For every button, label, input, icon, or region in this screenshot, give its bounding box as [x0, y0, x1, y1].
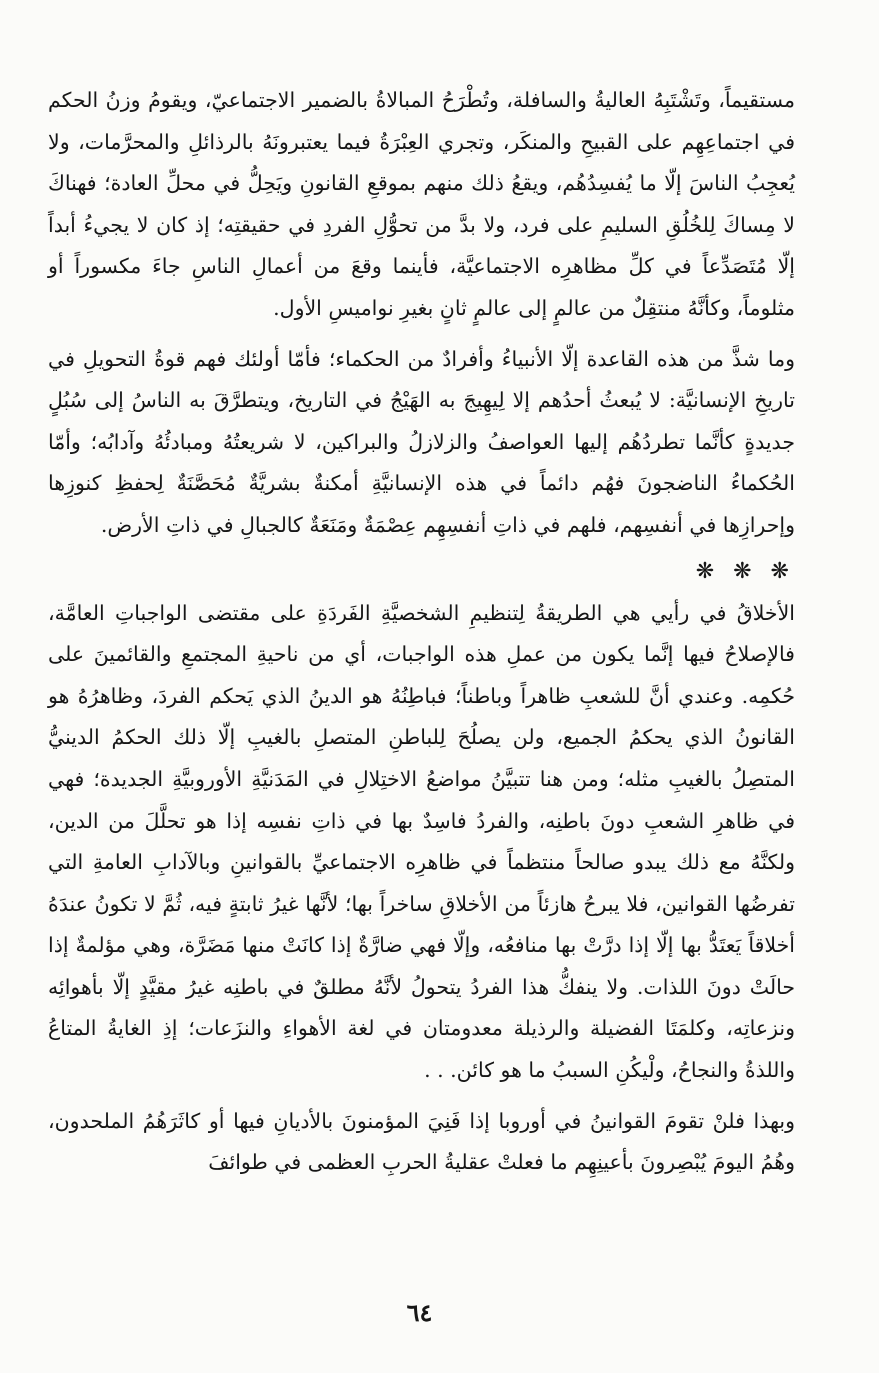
- section-separator: ❋ ❋ ❋: [695, 558, 795, 584]
- paragraph-4: وبهذا فلنْ تقومَ القوانينُ في أوروبا إذا فَنِيَ المؤمنونَ بالأديانِ فيها أو كاثَرَهُمُ الملحدون، وهُمُ اليومَ يُبْصِرونَ بأعينِهِم ما فعلتْ عقليةُ الحربِ العظمى في طوائفَ: [48, 1108, 795, 1175]
- paragraph-2: وما شذَّ من هذه القاعدة إلّا الأنبياءُ وأفرادٌ من الحكماء؛ فأمّا أولئك فهم قوةُ التحويلِ في تاريخِ الإنسانيَّة: لا يُبعثُ أحدُهم إلا لِيهِيجَ به الهَيْجُ في التاريخ، ويتطرَّقَ به الناسُ إلى سُبُلٍ جديدةٍ كأنَّما تطردُهُم إليها العواصفُ والزلازلُ والبراكين، لا شريعتُهُ ومبادئُهُ وآدابُه؛ وأمّا الحُكماءُ الناضجونَ فهُم دائماً في هذه الإنسانيَّةِ أمكنةٌ بشريَّةٌ مُحَصَّنَةٌ لِحفظِ كنوزِها وإحرازِها في أنفسِهم، فلهم في ذاتِ أنفسِهِم عِصْمَةٌ ومَنَعَةٌ كالجبالِ في ذاتِ الأرض.: [48, 346, 795, 537]
- page-number: ٦٤: [406, 1298, 433, 1327]
- paragraph-3: الأخلاقُ في رأيي هي الطريقةُ لِتنظيمِ الشخصيَّةِ الفَردَةِ على مقتضى الواجباتِ العامَّة، فالإصلاحُ فيها إنَّما يكون من عملِ هذه الواجبات، أي من ناحيةِ المجتمعِ والقائمينَ على حُكمِه. وعندي أنَّ للشعبِ ظاهراً وباطناً؛ فباطِنُهُ هو الدينُ الذي يَحكم الفردَ، وظاهرُهُ هو القانونُ الذي يحكمُ الجميع، ولن يصلُحَ لِلباطنِ المتصلِ بالغيبِ إلّا ذلك الحكمُ الدينيُّ المتصِلُ بالغيبِ مثله؛ ومن هنا تتبيَّنُ مواضعُ الاختِلالِ في المَدَنيَّةِ الأوروبيَّةِ الجديدة؛ فهي في ظاهرِ الشعبِ دونَ باطنِه، والفردُ فاسِدٌ بها في ذاتِ نفسِه إذا هو تحلَّلَ من الدين، ولكنَّهُ مع ذلك يبدو صالحاً منتظماً في ظاهرِه الاجتماعيِّ بالقوانينِ وبالآدابِ العامةِ التي تفرضُها القوانين، فلا يبرحُ هازئاً من الأخلاقِ ساخراً بها؛ لأنَّها غيرُ ثابتةٍ فيه، ثُمَّ لا تكونُ عندَهُ أخلاقاً يَعتَدُّ بها إلّا إذا درَّتْ بها منافعُه، وإلّا فهي ضارَّةٌ إذا كانَتْ منها مَضَرَّة، وهي مؤلمةٌ إذا حالَتْ دونَ اللذات. ولا ينفكُّ هذا الفردُ يتحولُ لأنَّهُ مطلقٌ في باطنِه غيرُ مقيَّدٍ إلّا بأهوائِه ونزعاتِه، وكلمَتَا الفضيلة والرذيلة معدومتان في لغة الأهواءِ والنزَعات؛ إذِ الغايةُ المتاعُ واللذةُ والنجاحُ، ولْيكُنِ السببُ ما هو كائن. . .: [48, 600, 795, 1083]
- body-text: [48, 80, 795, 1184]
- paragraph-1: مستقيماً، وتَشْتَبِهُ العاليةُ والسافلة، وتُطْرَحُ المبالاةُ بالضمير الاجتماعيّ، ويقومُ وزنُ الحكم في اجتماعِهِم على القبيحِ والمنكَر، وتجري العِبْرَةُ فيما يعتبرونَهُ بالرذائلِ والمحرَّمات، ولا يُعجِبُ الناسَ إلّا ما يُفسِدُهُم، ويقعُ ذلك منهم بموقعِ القانونِ ويَحِلُّ في محلِّ العادة؛ فهناكَ لا مِساكَ لِلخُلُقِ السليمِ على فرد، ولا بدَّ من تحوُّلِ الفردِ في حقيقتِه؛ إذ كان لا يجيءُ أبداً إلّا مُتَصَدِّعاً في كلِّ مظاهرِه الاجتماعيَّة، فأينما وقعَ من أعمالِ الناسِ جاءَ مكسوراً أو مثلوماً، وكأنَّهُ منتقِلٌ من عالمٍ إلى عالمٍ ثانٍ بغيرِ نواميسِ الأول.: [48, 88, 795, 320]
